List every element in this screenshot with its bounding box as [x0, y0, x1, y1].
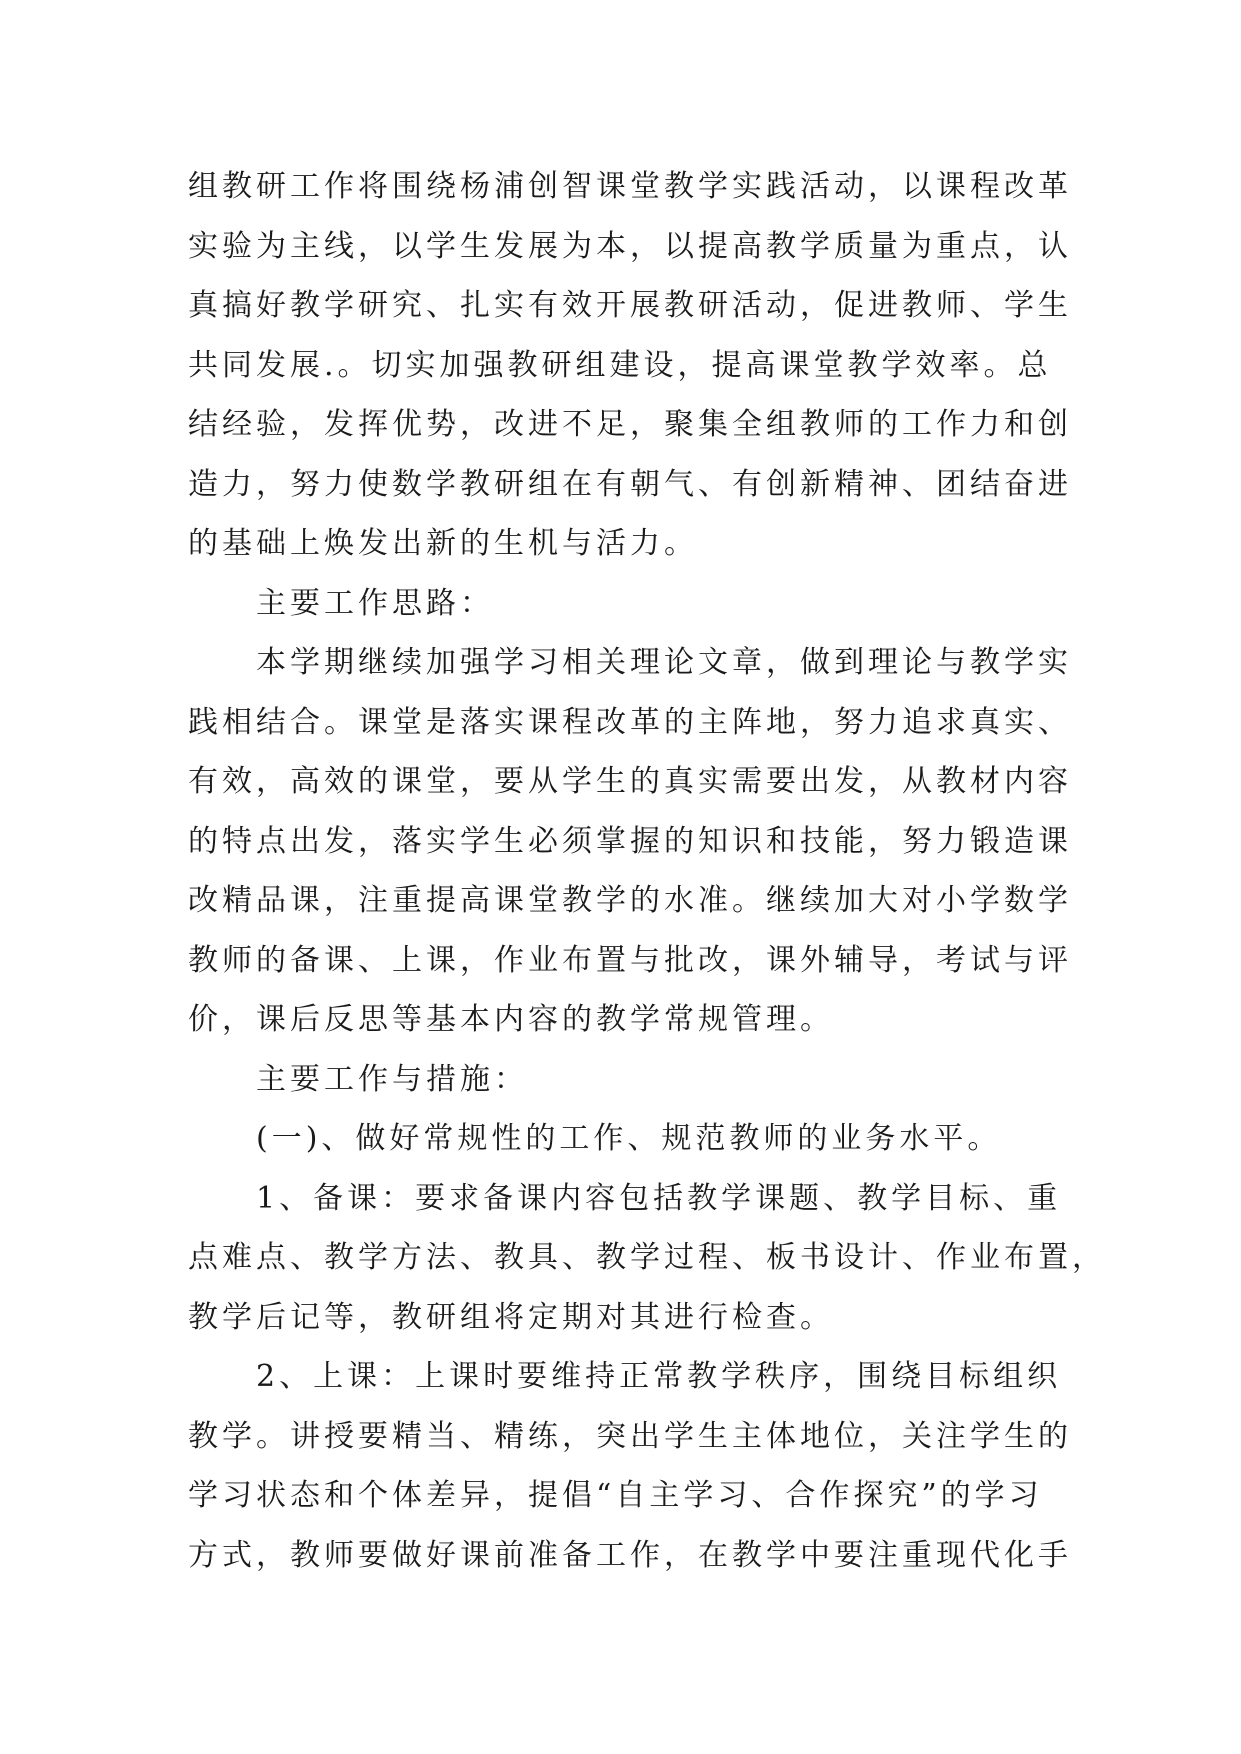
text-line: (一)、做好常规性的工作、规范教师的业务水平。 [256, 1121, 1002, 1156]
text-line: 有效，高效的课堂，要从学生的真实需要出发，从教材内容 [188, 764, 1072, 799]
document-body [188, 157, 1106, 1585]
text-line: 共同发展.。切实加强教研组建设，提高课堂教学效率。总 [188, 347, 1052, 383]
text-line: 改精品课，注重提高课堂教学的水准。继续加大对小学数学 [188, 883, 1072, 918]
text-line: 结经验，发挥优势，改进不足，聚集全组教师的工作力和创 [188, 407, 1072, 442]
text-line: 本学期继续加强学习相关理论文章，做到理论与教学实 [256, 645, 1072, 680]
text-line: 组教研工作将围绕杨浦创智课堂教学实践活动，以课程改革 [188, 169, 1072, 204]
text-line: 2、上课：上课时要维持正常教学秩序，围绕目标组织 [256, 1359, 1062, 1394]
text-line: 主要工作与措施： [256, 1061, 528, 1097]
text-line: 价，课后反思等基本内容的教学常规管理。 [188, 1002, 834, 1037]
text-line: 方式，教师要做好课前准备工作，在教学中要注重现代化手 [188, 1537, 1072, 1573]
text-line: 教学后记等，教研组将定期对其进行检查。 [188, 1299, 834, 1335]
text-line: 践相结合。课堂是落实课程改革的主阵地，努力追求真实、 [188, 704, 1072, 740]
text-line: 1、备课：要求备课内容包括教学课题、教学目标、重 [256, 1180, 1062, 1216]
text-line: 的基础上焕发出新的生机与活力。 [188, 526, 698, 561]
text-line: 的特点出发，落实学生必须掌握的知识和技能，努力锻造课 [188, 823, 1072, 859]
text-line: 学习状态和个体差异，提倡“自主学习、合作探究”的学习 [188, 1478, 1043, 1513]
text-line: 教学。讲授要精当、精练，突出学生主体地位，关注学生的 [188, 1418, 1072, 1454]
text-line: 主要工作思路： [256, 585, 494, 621]
text-line: 点难点、教学方法、教具、教学过程、板书设计、作业布置， [188, 1240, 1106, 1275]
text-line: 实验为主线，以学生发展为本，以提高教学质量为重点，认 [188, 228, 1072, 264]
text-line: 教师的备课、上课，作业布置与批改，课外辅导，考试与评 [188, 942, 1072, 978]
text-line: 真搞好教学研究、扎实有效开展教研活动，促进教师、学生 [188, 288, 1072, 323]
text-line: 造力，努力使数学教研组在有朝气、有创新精神、团结奋进 [188, 466, 1072, 502]
